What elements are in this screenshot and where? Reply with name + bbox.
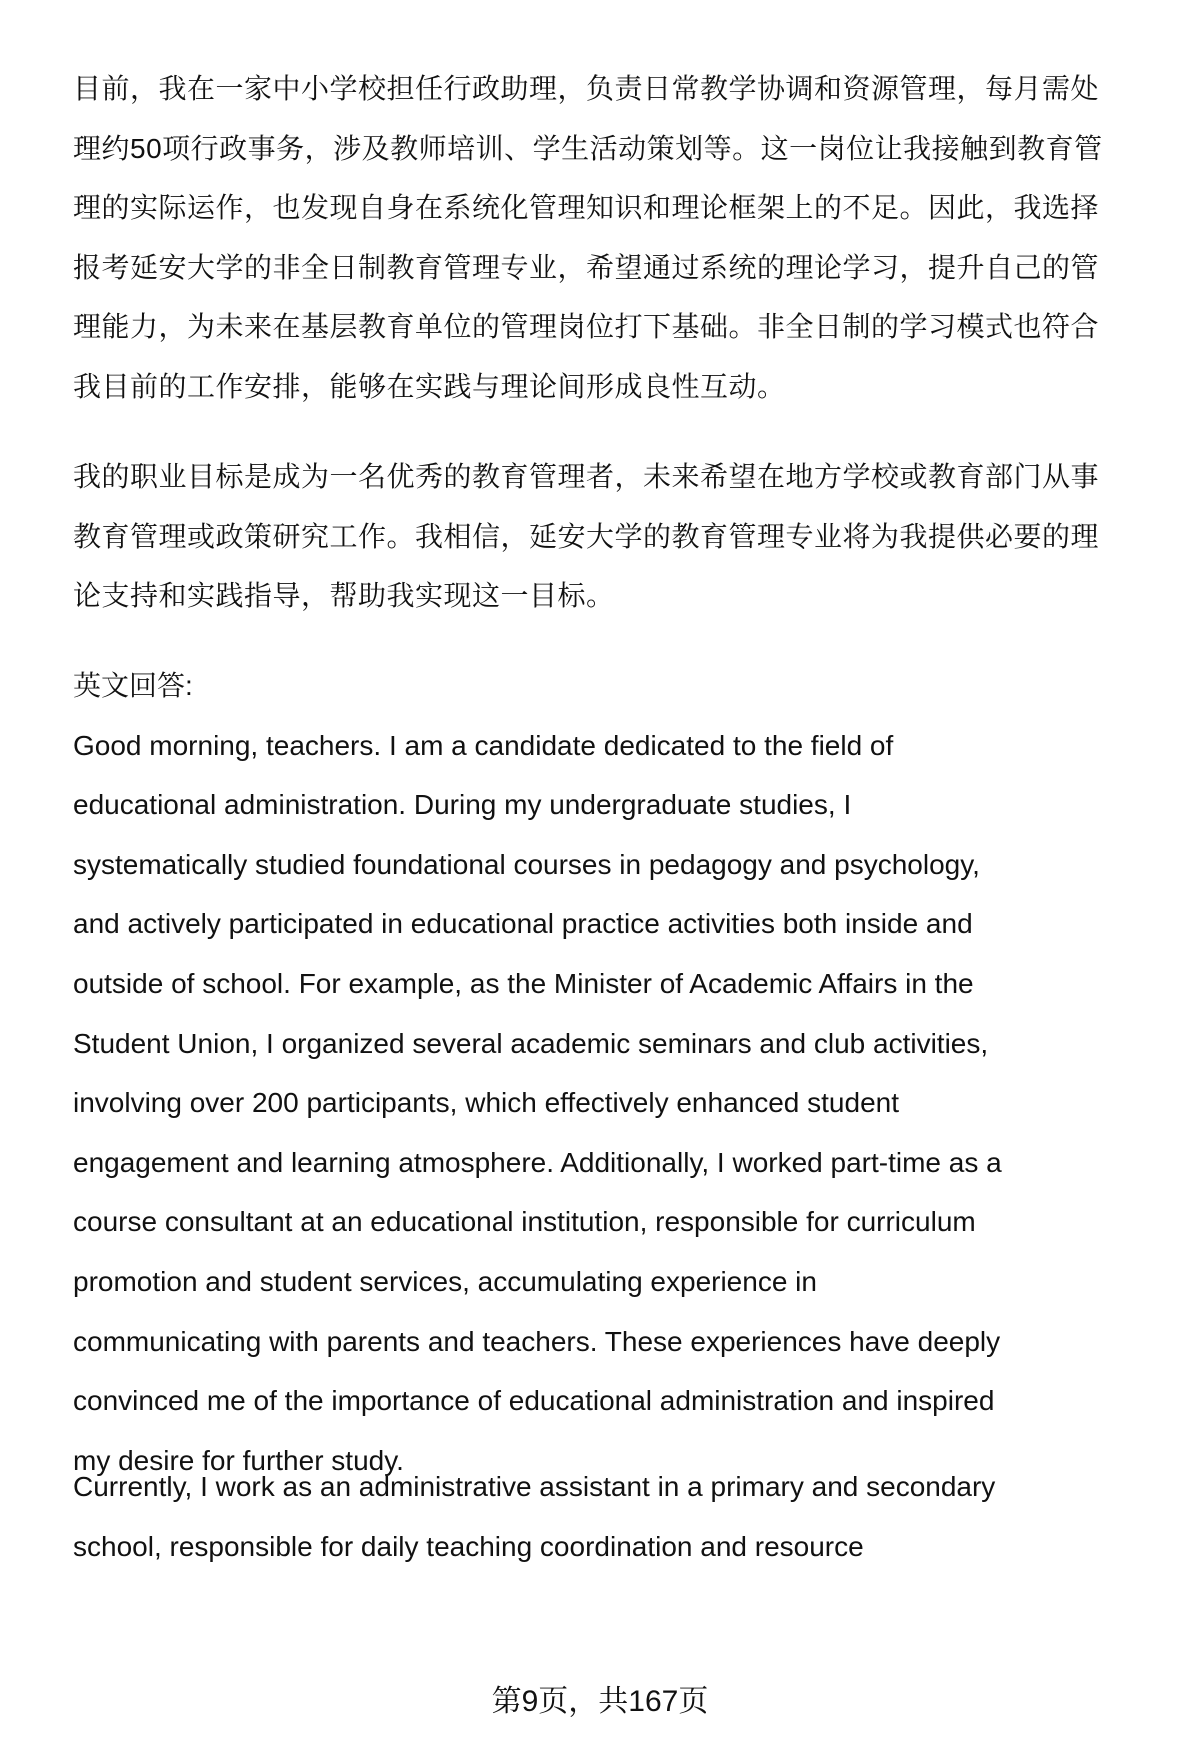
text-line: educational administration. During my undergraduate studies, I xyxy=(73,789,852,821)
text-line: systematically studied foundational courses in pedagogy and psychology, xyxy=(73,848,980,880)
paragraph-english-answer xyxy=(73,656,1163,1490)
text-line: convinced me of the importance of educational administration and inspired xyxy=(73,1385,995,1417)
text-line: 报考延安大学的非全日制教育管理专业，希望通过系统的理论学习，提升自己的管 xyxy=(73,251,1100,283)
text-line: communicating with parents and teachers. These experiences have deeply xyxy=(73,1325,1001,1357)
text-line: 理约50项行政事务，涉及教师培训、学生活动策划等。这一岗位让我接触到教育管 xyxy=(73,132,1103,164)
text-line: 我的职业目标是成为一名优秀的教育管理者，未来希望在地方学校或教育部门从事 xyxy=(73,461,1100,492)
text-line: my desire for further study. xyxy=(73,1444,404,1476)
text-line: involving over 200 participants, which effectively enhanced student xyxy=(73,1087,899,1119)
paragraph-motivation-zh xyxy=(73,59,1163,417)
text-line: course consultant at an educational institution, responsible for curriculum xyxy=(73,1206,976,1238)
text-line: 目前，我在一家中小学校担任行政助理，负责日常教学协调和资源管理，每月需处 xyxy=(73,73,1100,104)
text-line: 教育管理或政策研究工作。我相信，延安大学的教育管理专业将为我提供必要的理 xyxy=(73,520,1100,552)
text-line: Student Union, I organized several academic seminars and club activities, xyxy=(73,1027,989,1059)
text-line: 英文回答: xyxy=(73,670,193,701)
text-line: promotion and student services, accumulating experience in xyxy=(73,1265,817,1297)
text-line: Currently, I work as an administrative assistant in a primary and secondary xyxy=(73,1471,996,1502)
paragraph-current-work-en xyxy=(73,1457,1163,1576)
text-line: 我目前的工作安排，能够在实践与理论间形成良性互动。 xyxy=(73,370,786,402)
text-line: engagement and learning atmosphere. Additionally, I worked part-time as a xyxy=(73,1146,1002,1178)
text-line: Good morning, teachers. I am a candidate dedicated to the field of xyxy=(73,729,894,761)
text-line: 论支持和实践指导，帮助我实现这一目标。 xyxy=(73,580,615,612)
text-line: outside of school. For example, as the Minister of Academic Affairs in the xyxy=(73,967,974,999)
text-line: school, responsible for daily teaching coordination and resource xyxy=(73,1530,864,1562)
text-line: and actively participated in educational practice activities both inside and xyxy=(73,908,973,940)
page-number: 第9页，共167页 xyxy=(491,1685,709,1718)
text-line: 理能力，为未来在基层教育单位的管理岗位打下基础。非全日制的学习模式也符合 xyxy=(73,311,1100,343)
text-line: 理的实际运作，也发现自身在系统化管理知识和理论框架上的不足。因此，我选择 xyxy=(73,192,1100,224)
paragraph-career-goal-zh xyxy=(73,447,1163,626)
